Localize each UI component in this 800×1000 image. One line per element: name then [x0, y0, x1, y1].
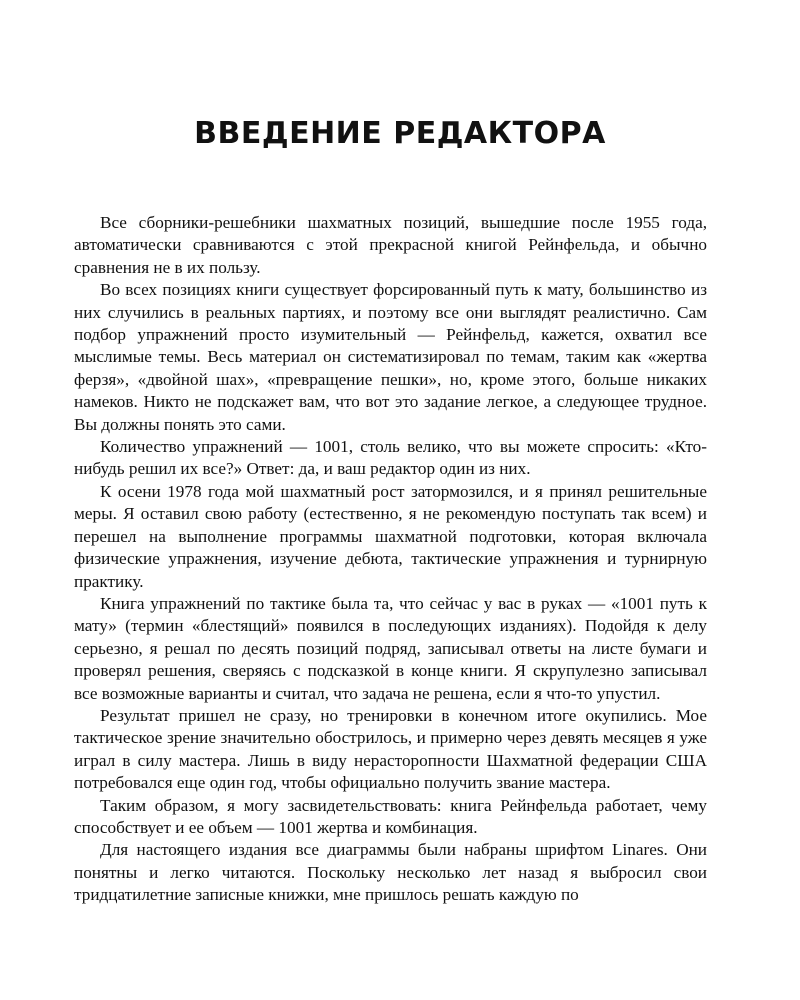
paragraph: Результат пришел не сразу, но тренировки в конечном итоге окупились. Мое тактическое зрение значительно обострилось, и примерно через девять месяцев я уже играл в силу мастера. Лишь в виду нерасторопности Шахматной федерации США потребовался еще один год, чтобы официально получить звание мастера. — [74, 705, 707, 793]
paragraph: К осени 1978 года мой шахматный рост затормозился, и я принял решительные меры. Я оставил свою работу (естественно, я не рекомендую поступать так всем) и перешел на выполнение программы шахматной подготовки, которая включала физические упражнения, изучение дебюта, тактические упражнения и турнирную практику. — [74, 481, 707, 591]
body-text — [74, 212, 707, 907]
paragraph: Все сборники-решебники шахматных позиций, вышедшие после 1955 года, автоматически сравниваются с этой прекрасной книгой Рейнфельда, и обычно сравнения не в их пользу. — [74, 213, 707, 277]
paragraph: Во всех позициях книги существует форсированный путь к мату, большинство из них случились в реальных партиях, и поэтому все они выглядят реалистично. Сам подбор упражнений просто изумительный — Рейнфельд, кажется, охватил все мыслимые темы. Весь материал он систематизировал по темам, таким как «жертва ферзя», «двойной шах», «превращение пешки», но, кроме этого, больше никаких намеков. Никто не подскажет вам, что вот это задание легкое, а следующее трудное. Вы должны понять это сами. — [74, 280, 707, 434]
paragraph: Книга упражнений по тактике была та, что сейчас у вас в руках — «1001 путь к мату» (термин «блестящий» появился в последующих изданиях). Подойдя к делу серьезно, я решал по десять позиций подряд, записывал ответы на листе бумаги и проверял решения, сверяясь с подсказкой в конце книги. Я скрупулезно записывал все возможные варианты и считал, что задача не решена, если я что-то упустил. — [74, 593, 707, 703]
paragraph: Для настоящего издания все диаграммы были набраны шрифтом Linares. Они понятны и легко читаются. Поскольку несколько лет назад я выбросил свои тридцатилетние записные книжки, мне пришлось решать каждую по — [74, 840, 707, 905]
paragraph: Таким образом, я могу засвидетельствовать: книга Рейнфельда работает, чему способствует и ее объем — 1001 жертва и комбинация. — [74, 795, 707, 837]
page-title: ВВЕДЕНИЕ РЕДАКТОРА — [194, 116, 606, 151]
paragraph: Количество упражнений — 1001, столь велико, что вы можете спросить: «Кто-нибудь решил их все?» Ответ: да, и ваш редактор один из них. — [74, 437, 707, 479]
